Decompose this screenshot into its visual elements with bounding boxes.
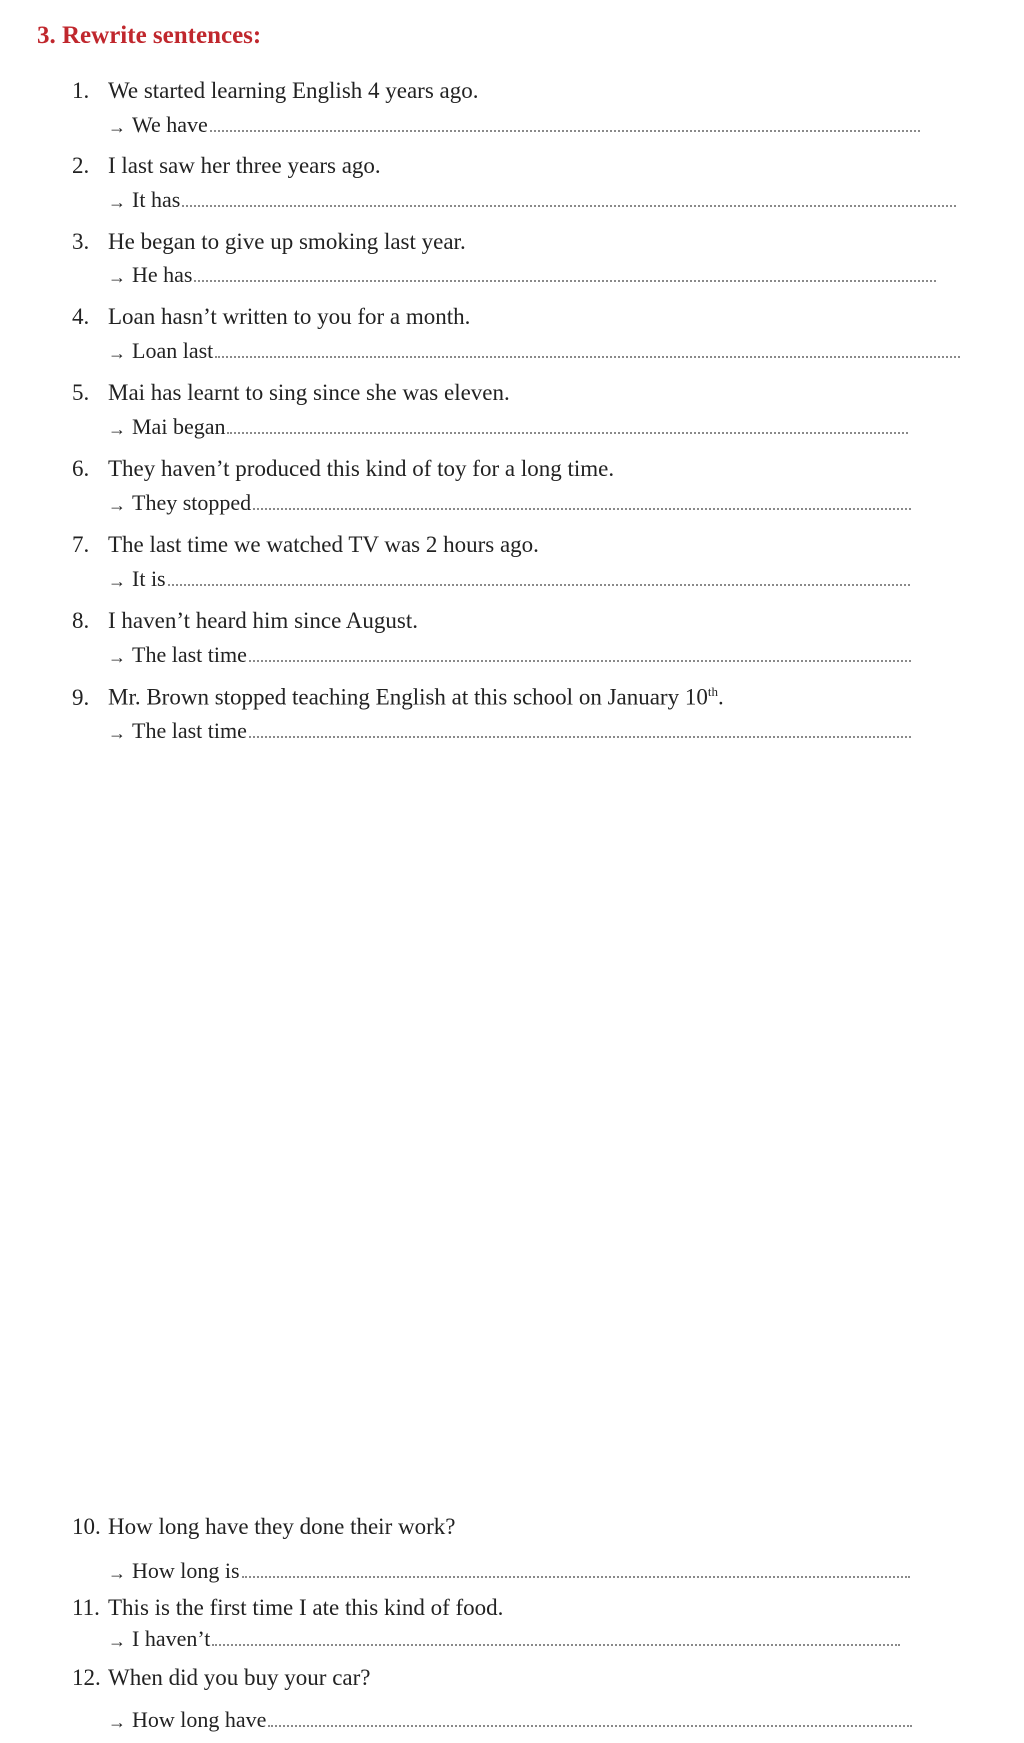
answer-prompt: He has: [132, 262, 193, 287]
answer-line-4[interactable]: [108, 334, 960, 364]
question-text-end: .: [717, 684, 724, 710]
question-number: 9.: [72, 684, 90, 710]
answer-blank[interactable]: [168, 584, 910, 586]
question-number: 1.: [72, 78, 90, 103]
exercise-title: 3. Rewrite sentences:: [37, 22, 262, 49]
arrow-icon: →: [108, 117, 126, 137]
question-6: [72, 456, 614, 482]
question-2: [72, 153, 381, 179]
question-text: Mai has learnt to sing since she was eleven.: [108, 380, 510, 405]
question-number: 7.: [72, 532, 90, 557]
arrow-icon: →: [108, 495, 126, 515]
answer-line-11[interactable]: [108, 1622, 900, 1652]
question-text: He began to give up smoking last year.: [108, 229, 466, 254]
question-text: I last saw her three years ago.: [108, 153, 381, 178]
answer-blank[interactable]: [215, 356, 960, 358]
answer-prompt: It has: [132, 187, 181, 212]
question-4: [72, 304, 470, 330]
answer-blank[interactable]: [253, 508, 911, 510]
answer-blank[interactable]: [242, 1576, 910, 1578]
answer-blank[interactable]: [194, 280, 936, 282]
answer-prompt: The last time: [132, 718, 247, 743]
question-11: [72, 1595, 503, 1621]
question-10: [72, 1514, 455, 1540]
question-number: 11.: [72, 1595, 100, 1620]
arrow-icon: →: [108, 1712, 126, 1732]
arrow-icon: →: [108, 192, 126, 212]
answer-prompt: How long have: [132, 1707, 267, 1732]
answer-prompt: Loan last: [132, 338, 214, 363]
question-number: 3.: [72, 229, 90, 254]
question-number: 4.: [72, 304, 90, 329]
answer-prompt: I haven’t: [132, 1626, 211, 1651]
question-text: Loan hasn’t written to you for a month.: [108, 304, 471, 329]
answer-line-8[interactable]: [108, 638, 911, 668]
answer-line-7[interactable]: [108, 562, 910, 592]
answer-line-3[interactable]: [108, 258, 936, 288]
answer-prompt: They stopped: [132, 490, 252, 515]
answer-prompt: The last time: [132, 642, 247, 667]
answer-blank[interactable]: [210, 130, 920, 132]
question-text: They haven’t produced this kind of toy for a long time.: [108, 456, 615, 481]
question-text: I haven’t heard him since August.: [108, 608, 419, 633]
question-text: The last time we watched TV was 2 hours ago.: [108, 532, 539, 557]
question-5: [72, 380, 510, 406]
question-text: Mr. Brown stopped teaching English at this school on January 10: [108, 684, 708, 710]
question-3: [72, 229, 466, 255]
question-1: [72, 78, 479, 104]
answer-blank[interactable]: [249, 736, 911, 738]
arrow-icon: →: [108, 647, 126, 667]
arrow-icon: →: [108, 1631, 126, 1651]
question-text: We started learning English 4 years ago.: [108, 78, 479, 103]
answer-line-12[interactable]: [108, 1703, 912, 1733]
answer-blank[interactable]: [212, 1644, 900, 1646]
question-12: [72, 1665, 371, 1691]
question-text: When did you buy your car?: [108, 1665, 371, 1690]
answer-line-9[interactable]: [108, 714, 911, 744]
answer-line-6[interactable]: [108, 486, 911, 516]
answer-prompt: How long is: [132, 1558, 240, 1583]
answer-blank[interactable]: [268, 1725, 912, 1727]
arrow-icon: →: [108, 1563, 126, 1583]
question-number: 5.: [72, 380, 90, 405]
question-number: 8.: [72, 608, 90, 633]
question-number: 10.: [72, 1514, 101, 1539]
answer-line-5[interactable]: [108, 410, 908, 440]
question-8: [72, 608, 418, 634]
answer-blank[interactable]: [182, 205, 956, 207]
question-text: How long have they done their work?: [108, 1514, 456, 1539]
arrow-icon: →: [108, 343, 126, 363]
question-number: 12.: [72, 1665, 101, 1690]
answer-line-2[interactable]: [108, 183, 956, 213]
arrow-icon: →: [108, 267, 126, 287]
question-number: 2.: [72, 153, 90, 178]
question-9: [72, 684, 724, 711]
answer-prompt: Mai began: [132, 414, 226, 439]
answer-prompt: We have: [132, 112, 208, 137]
answer-blank[interactable]: [249, 660, 911, 662]
question-7: [72, 532, 539, 558]
answer-blank[interactable]: [227, 432, 908, 434]
ordinal-suffix: th: [707, 684, 718, 699]
arrow-icon: →: [108, 571, 126, 591]
answer-prompt: It is: [132, 566, 166, 591]
arrow-icon: →: [108, 419, 126, 439]
arrow-icon: →: [108, 723, 126, 743]
question-text: This is the first time I ate this kind of food.: [108, 1595, 504, 1620]
answer-line-1[interactable]: [108, 108, 920, 138]
answer-line-10[interactable]: [108, 1554, 910, 1584]
question-number: 6.: [72, 456, 90, 481]
